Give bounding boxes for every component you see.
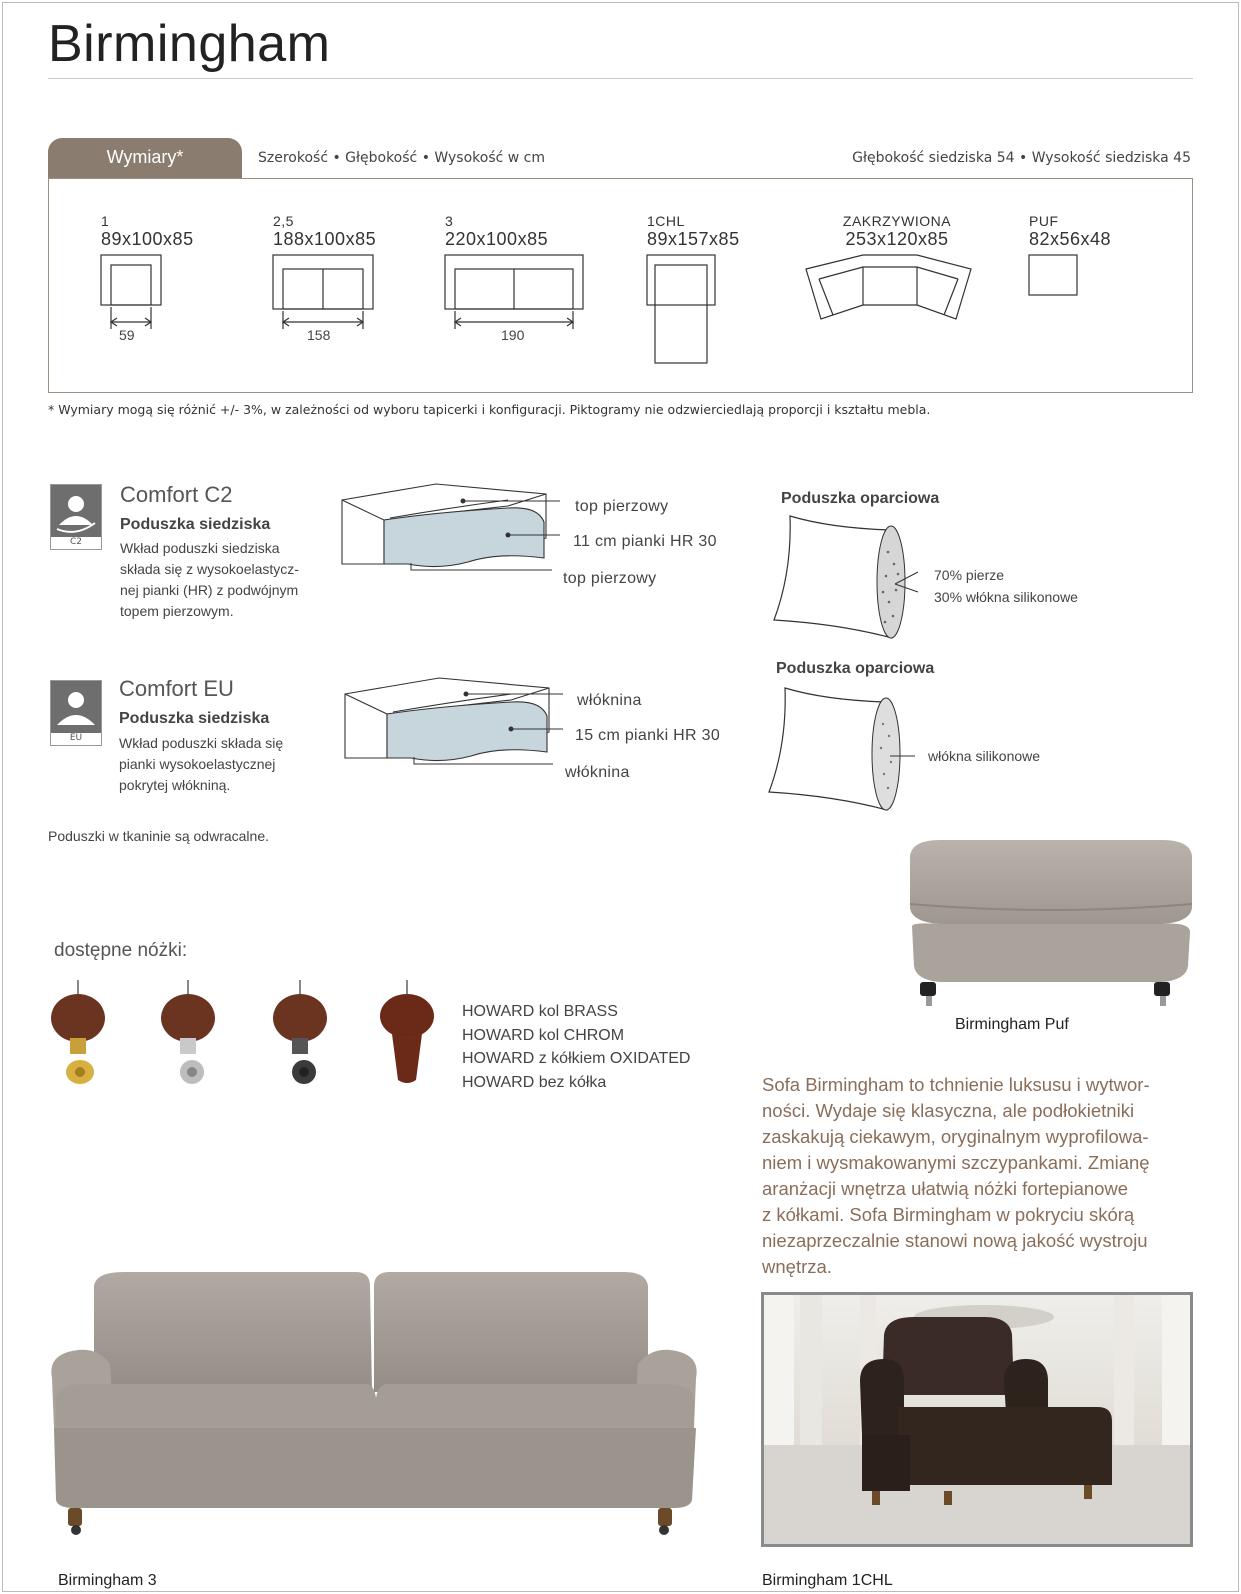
chl-photo — [761, 1292, 1193, 1547]
dimensions-footnote: * Wymiary mogą się różnić +/- 3%, w zależności od wyboru tapicerki i konfiguracji. Piktogramy nie odzwierciedlają proporcji i kształtu mebla. — [48, 402, 931, 417]
desc-line: składa się z wysokoelastycz- — [120, 561, 299, 577]
desc-line: Wkład poduszki składa się — [119, 735, 284, 751]
comfort-eu-title: Comfort EU — [119, 676, 234, 701]
dim-item-size: 89x100x85 — [101, 229, 194, 249]
pictogram-3-seat — [445, 255, 583, 329]
description-line: Sofa Birmingham to tchnienie luksusu i wytwor- — [762, 1074, 1150, 1095]
leg-option-oxidated: HOWARD z kółkiem OXIDATED — [462, 1050, 691, 1067]
reversible-note: Poduszki w tkaninie są odwracalne. — [48, 828, 270, 844]
dim-item-name: 3 — [445, 213, 454, 229]
c2-layer-bottom: top pierzowy — [563, 570, 657, 587]
sofa-3-caption: Birmingham 3 — [58, 1572, 157, 1589]
leg-brass — [51, 980, 105, 1084]
comfort-eu-subtitle: Poduszka siedziska — [119, 710, 270, 727]
c2-cushion-diagram — [338, 478, 588, 588]
seat-width-1: 59 — [119, 327, 135, 343]
desc-line: pokrytej włókniną. — [119, 777, 231, 793]
description-line: niem i wysmakowanymi szczypankami. Zmianę — [762, 1152, 1150, 1173]
back-cushion-1-fill — [934, 564, 1078, 608]
dim-item-size: 220x100x85 — [445, 229, 549, 249]
back-cushion-1-title: Poduszka oparciowa — [781, 490, 940, 507]
legs-title: dostępne nóżki: — [54, 940, 188, 961]
eu-layer-bottom: włóknina — [565, 764, 630, 781]
dimensions-box — [48, 178, 1193, 393]
dim-item-name: PUF — [1029, 213, 1059, 229]
back-cushion-2-diagram — [765, 684, 915, 814]
comfort-c2-icon — [50, 484, 102, 550]
comfort-eu-description — [119, 733, 283, 796]
product-description — [762, 1072, 1192, 1280]
dim-item-size: 188x100x85 — [273, 229, 377, 249]
comfort-c2-description — [120, 538, 299, 622]
c2-layer-top: top pierzowy — [575, 498, 669, 515]
back-cushion-1-diagram — [770, 512, 920, 642]
leg-option-chrome: HOWARD kol CHROM — [462, 1026, 625, 1044]
c2-layer-foam: 11 cm pianki HR 30 — [573, 533, 717, 550]
seat-width-2-5: 158 — [307, 327, 331, 343]
leg-option-no-wheel: HOWARD bez kółka — [462, 1073, 607, 1091]
dim-item-name: 2,5 — [273, 213, 294, 229]
dim-item-size: 82x56x48 — [1029, 229, 1112, 249]
description-line: wnętrza. — [762, 1256, 832, 1277]
pictogram-1chl — [647, 255, 715, 363]
seat-dimensions: Głębokość siedziska 54 • Wysokość siedziska 45 — [852, 150, 1191, 166]
dim-item-name: 1CHL — [647, 213, 685, 229]
pictogram-2-5-seat — [273, 255, 373, 329]
eu-layer-top: włóknina — [577, 692, 642, 709]
leg-no-wheel — [380, 980, 434, 1083]
seat-width-3: 190 — [501, 327, 525, 343]
description-line: z kółkami. Sofa Birmingham w pokryciu skórą — [762, 1204, 1135, 1225]
dim-item-size: 89x157x85 — [647, 229, 740, 249]
puf-caption: Birmingham Puf — [955, 1016, 1069, 1033]
sofa-3-photo — [44, 1268, 704, 1568]
page-title: Birmingham — [48, 15, 331, 73]
title-divider — [48, 78, 1193, 79]
dim-item-size: 253x120x85 — [845, 229, 949, 249]
leg-oxidated — [273, 980, 327, 1084]
dim-item-name: 1 — [101, 213, 110, 229]
desc-line: pianki wysokoelastycznej — [119, 756, 276, 772]
description-line: ności. Wydaje się klasyczna, ale podłokietniki — [762, 1100, 1135, 1121]
description-line: aranżacji wnętrza ułatwią nóżki fortepianowe — [762, 1178, 1129, 1199]
leg-option-brass: HOWARD kol BRASS — [462, 1003, 618, 1020]
comfort-eu-icon-label: EU — [69, 733, 83, 743]
fill-line: 30% włókna silikonowe — [934, 589, 1078, 605]
eu-cushion-diagram — [341, 672, 591, 782]
eu-layer-foam: 15 cm pianki HR 30 — [575, 727, 721, 744]
description-line: zaskakują ciekawym, oryginalnym wyprofilowa- — [762, 1126, 1149, 1147]
legs-list — [462, 1000, 690, 1094]
comfort-c2-icon-label: C2 — [69, 537, 82, 547]
legs-photos — [48, 976, 448, 1091]
back-cushion-2-title: Poduszka oparciowa — [776, 660, 935, 677]
comfort-eu-icon — [50, 680, 102, 746]
fill-line: 70% pierze — [934, 567, 1005, 583]
desc-line: nej pianki (HR) z podwójnym — [120, 582, 299, 598]
pictogram-1-seat — [101, 255, 161, 329]
leg-chrome — [161, 980, 215, 1084]
dimensions-subtitle: Szerokość • Głębokość • Wysokość w cm — [258, 150, 545, 166]
pictogram-puf — [1029, 255, 1077, 295]
dimensions-tab: Wymiary* — [48, 138, 242, 178]
comfort-c2-subtitle: Poduszka siedziska — [120, 516, 271, 533]
back-cushion-2-fill: włókna silikonowe — [928, 748, 1041, 764]
comfort-c2-title: Comfort C2 — [120, 482, 233, 507]
description-line: niezaprzeczalnie stanowi nową jakość wystroju — [762, 1230, 1148, 1251]
desc-line: Wkład poduszki siedziska — [120, 540, 280, 556]
pictogram-curved — [806, 255, 971, 319]
dimension-pictograms — [49, 179, 1192, 392]
desc-line: topem pierzowym. — [120, 603, 234, 619]
puf-photo — [900, 836, 1200, 1026]
dim-item-name: ZAKRZYWIONA — [842, 213, 952, 229]
chl-caption: Birmingham 1CHL — [762, 1572, 893, 1589]
